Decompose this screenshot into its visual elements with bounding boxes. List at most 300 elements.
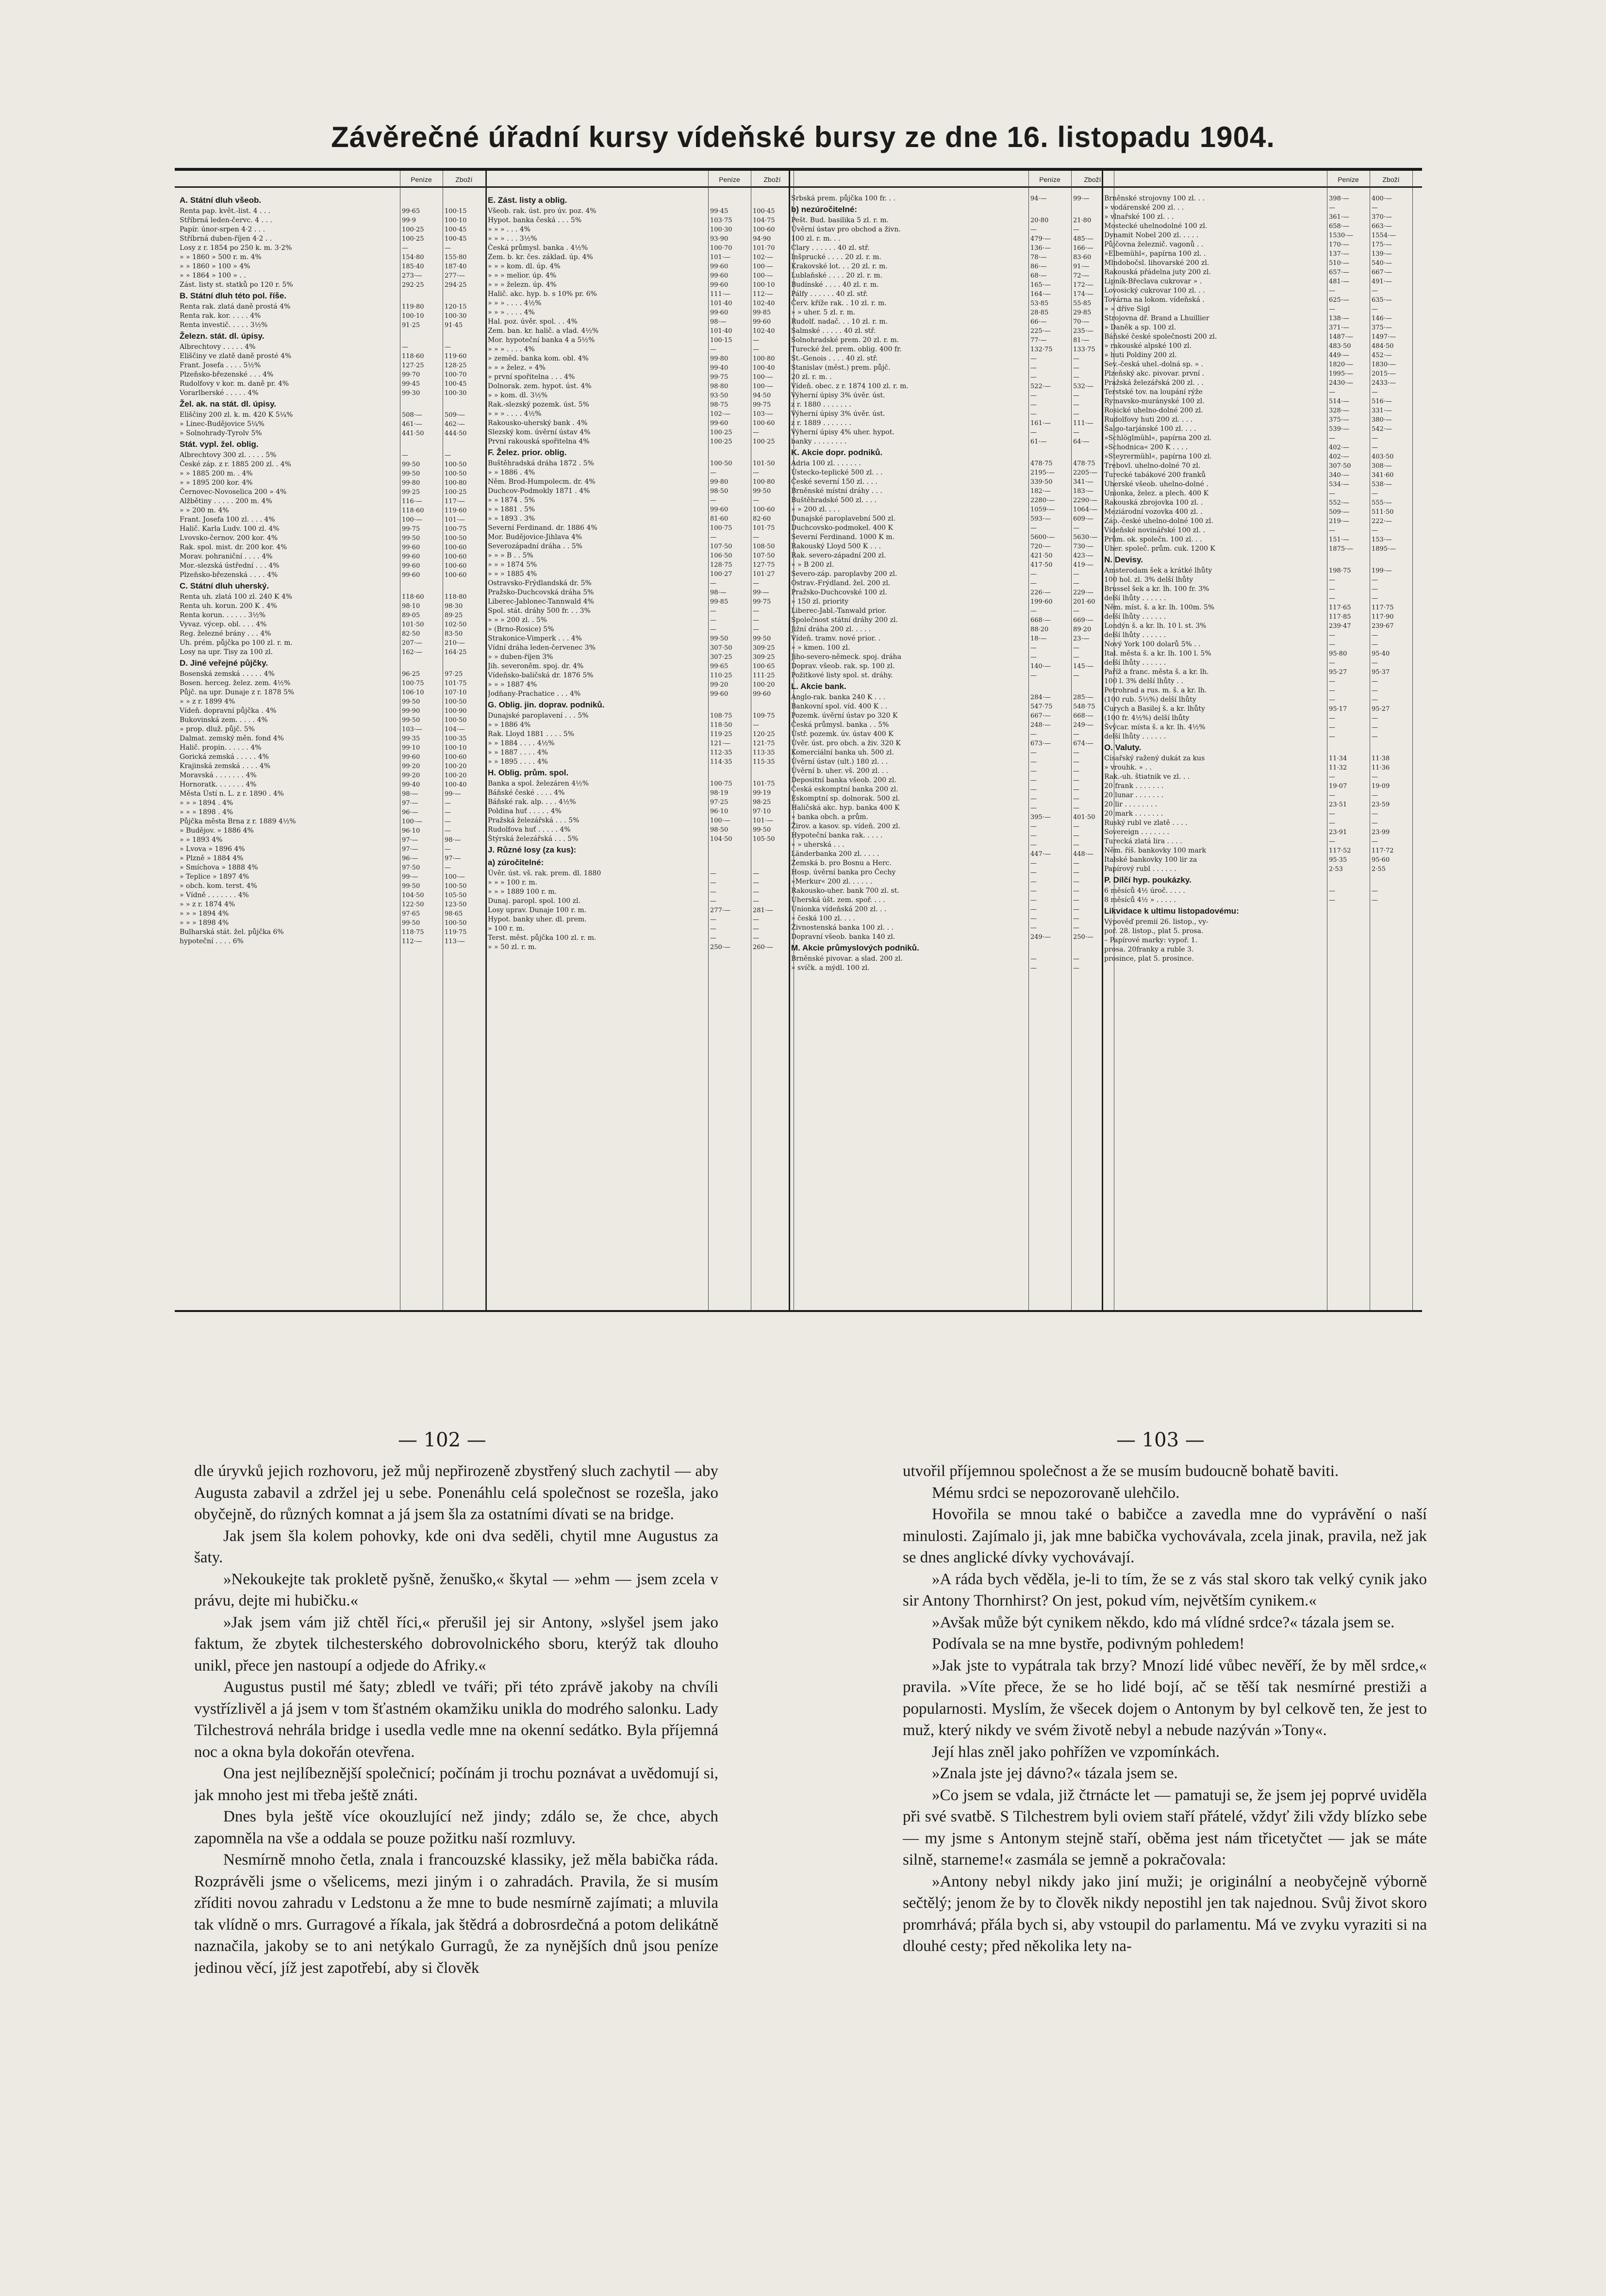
rate-row — [488, 253, 796, 262]
rate-row — [1104, 323, 1415, 332]
rate-label: banky . . . . . . . . — [791, 438, 846, 445]
goods-value: 153·— — [1372, 536, 1392, 543]
goods-value: 669·— — [1073, 617, 1093, 624]
money-value: — — [1030, 897, 1037, 904]
text-paragraph: Podívala se na mne bystře, podivným pohledem! — [932, 1635, 1245, 1653]
goods-value: 674·— — [1073, 740, 1093, 747]
rate-row — [1104, 927, 1415, 936]
rate-label: Strakonice-Vimperk . . . 4% — [488, 635, 582, 642]
rate-label: Půjčka města Brna z r. 1889 4½% — [180, 818, 296, 825]
goods-value: — — [1372, 887, 1378, 895]
goods-value: — — [753, 916, 759, 923]
goods-value: — — [1073, 571, 1079, 578]
goods-value: 100·60 — [445, 754, 467, 761]
rate-label: Ústecko-teplické 500 zl. . . — [791, 469, 883, 476]
rate-label: Slezský kom. úvěrní ústav 4% — [488, 428, 591, 436]
goods-value: 100·50 — [445, 535, 467, 542]
money-value: 449·— — [1329, 352, 1349, 359]
rate-row — [791, 748, 1117, 757]
money-value: — — [1030, 758, 1037, 766]
rate-row — [791, 868, 1117, 877]
rate-label: Inšprucké . . . . 20 zl. r. m. — [791, 253, 881, 261]
rate-label: » Teplice » 1897 4% — [180, 873, 249, 881]
rate-label: delší lhůty . . . . . . — [1104, 659, 1166, 667]
rate-row — [1104, 640, 1415, 649]
rate-row — [791, 487, 1117, 496]
goods-value: 98·25 — [753, 799, 771, 806]
goods-value: 109·75 — [753, 712, 775, 720]
goods-value: 123·50 — [445, 901, 467, 908]
money-value: 447·— — [1030, 851, 1051, 858]
goods-value: 100·45 — [445, 380, 467, 388]
rate-label: Dunajské paroplavení . . . 5% — [488, 712, 589, 720]
rate-label: Morav. pohraniční . . . . 4% — [180, 553, 273, 560]
money-value: 99·10 — [402, 744, 420, 752]
money-value: 99·— — [402, 873, 418, 881]
rate-label: » Daněk a sp. 100 zl. — [1104, 324, 1176, 331]
rates-column — [488, 194, 796, 1305]
goods-value: 101·27 — [753, 571, 775, 578]
money-value: — — [1329, 724, 1335, 731]
text-paragraph: Dnes byla ještě více okouzlující než jindy; zdálo se, že chce, abych zapomněla na vše a oddala se pouze požitku naší rozmluvy. — [194, 1808, 718, 1847]
goods-value: 104·— — [445, 726, 465, 733]
money-value: 395·— — [1030, 814, 1051, 821]
rate-label: » první spořitelna . . . 4% — [488, 373, 575, 381]
money-value: 95·35 — [1329, 856, 1347, 864]
rate-row — [791, 234, 1117, 244]
goods-value: 128·25 — [445, 362, 467, 369]
rate-row — [180, 854, 488, 863]
rate-row — [791, 290, 1117, 299]
text-paragraph: »Jak jste to vypátrala tak brzy? Mnozí lidé vůbec nevěří, že by měl srdce,« pravila. »Víte přece, že se ho lidé bojí, ač se těší tak nesmírné prestiži a popularnosti. Myslím, že všecek dojem o Antonym by byl celkově ten, že jest to muž, který nikdy ve svém životě nebyl a nebude nazýván »Tony«. — [903, 1656, 1427, 1739]
rate-label: » » » melior. úp. 4% — [488, 272, 557, 279]
goods-value: 452·— — [1372, 352, 1392, 359]
goods-value: 107·10 — [445, 689, 467, 696]
goods-value: — — [1372, 641, 1378, 648]
rate-row — [1104, 945, 1415, 954]
money-value: 151·— — [1329, 536, 1349, 543]
money-value: 93·50 — [710, 392, 728, 399]
rate-label: » Lvova » 1896 4% — [180, 845, 245, 853]
goods-value: — — [753, 870, 759, 877]
rate-row — [1104, 791, 1415, 800]
goods-value: 89·25 — [445, 612, 463, 619]
goods-value: 548·75 — [1073, 703, 1095, 710]
money-value: — — [1030, 869, 1037, 876]
rate-label: Hosp. úvěrní banka pro Čechy — [791, 869, 896, 876]
rate-row — [1104, 461, 1415, 471]
money-value: — — [1329, 595, 1335, 602]
money-value: 99·40 — [710, 364, 728, 372]
goods-value: 100·70 — [445, 371, 467, 378]
rate-row — [488, 533, 796, 542]
rate-row — [180, 410, 488, 420]
goods-value: 113·— — [445, 938, 465, 945]
rate-row — [180, 592, 488, 602]
rate-row — [791, 505, 1117, 514]
goods-value: 117·75 — [1372, 604, 1394, 611]
goods-value: 101·75 — [445, 680, 467, 687]
goods-value: — — [1372, 632, 1378, 639]
money-value: — — [1329, 696, 1335, 704]
goods-value: 100·10 — [753, 281, 775, 289]
rate-label: Rakouský Lloyd 500 K . . . — [791, 542, 881, 550]
money-value: 20·80 — [1030, 217, 1049, 224]
rate-label: Rymavsko-murányské 100 zl. — [1104, 397, 1205, 405]
rate-row — [1104, 452, 1415, 461]
rate-label: » » 1893 4% — [180, 836, 223, 844]
goods-value: 100·15 — [445, 208, 467, 215]
rate-row — [1104, 855, 1415, 865]
section-heading: D. Jiné veřejné půjčky. — [180, 658, 268, 668]
goods-value: — — [1372, 724, 1378, 731]
money-value: — — [1329, 678, 1335, 685]
goods-value: 100·50 — [445, 919, 467, 927]
money-value: — — [1329, 897, 1335, 904]
rate-label: Jih. severoněm. spoj. dr. 4% — [488, 662, 584, 670]
rate-row — [488, 906, 796, 915]
rate-row — [791, 327, 1117, 336]
rate-label: prosa. 20franky a ruble 3. — [1104, 946, 1194, 953]
rate-label: Úvěrní ústav pro obchod a živn. — [791, 226, 901, 233]
goods-value: 99·— — [753, 589, 769, 596]
rate-row — [1104, 782, 1415, 791]
rate-row — [791, 954, 1117, 964]
goods-value: 100·20 — [753, 681, 775, 689]
goods-value: 98·30 — [445, 603, 463, 610]
goods-value: 509·— — [445, 411, 465, 419]
money-value: — — [1030, 410, 1037, 418]
money-value: 99·50 — [402, 919, 420, 927]
rate-row — [1104, 828, 1415, 837]
money-value: 154·80 — [402, 254, 424, 261]
rate-row — [180, 753, 488, 762]
rate-label: Mor.-slezská ústřední . . . 4% — [180, 562, 280, 570]
rate-label: Bosenská zemská . . . . . 4% — [180, 670, 275, 678]
rate-row — [488, 869, 796, 878]
rate-label: Rak.-slezský pozemk. úst. 5% — [488, 401, 589, 409]
goods-value: 101·— — [445, 516, 465, 524]
goods-value: 172·— — [1073, 281, 1093, 289]
money-value: 461·— — [402, 421, 422, 428]
section-heading: H. Oblig. prům. spol. — [488, 768, 569, 777]
rate-label: 8 měsíců 4½ » . . . . . — [1104, 896, 1176, 904]
goods-value: — — [1372, 595, 1378, 602]
goods-value: 99·50 — [753, 635, 771, 642]
rate-label: Renta pap. květ.-list. 4 . . . — [180, 207, 271, 215]
rate-row — [180, 706, 488, 716]
money-value: 657·— — [1329, 269, 1349, 276]
rate-label: Štýrská železářská . . . 5% — [488, 835, 579, 843]
money-value: 162·— — [402, 649, 422, 656]
rate-label: hypoteční . . . . 6% — [180, 937, 244, 945]
rate-label: Renta uh. zlatá 100 zl. 240 K 4% — [180, 593, 293, 601]
goods-value: — — [1073, 804, 1079, 812]
money-value: 99·35 — [402, 735, 420, 742]
goods-value: 538·— — [1372, 481, 1392, 488]
money-value: 99·85 — [710, 598, 728, 606]
rate-label: Hornoratk. . . . . . . 4% — [180, 781, 257, 788]
money-value: — — [1030, 644, 1037, 652]
section-heading: Železn. stát. dl. úpisy. — [180, 331, 265, 341]
money-value: 371·— — [1329, 324, 1349, 331]
goods-value: 81·— — [1073, 337, 1090, 344]
goods-value: 2015·— — [1372, 370, 1396, 377]
rate-label: Frant. Josefa . . . . 5½% — [180, 361, 261, 369]
rate-label: Rakouská zbrojovka 100 zl. . — [1104, 499, 1203, 507]
goods-value: — — [1073, 758, 1079, 766]
money-value: 122·50 — [402, 901, 424, 908]
rate-row — [488, 579, 796, 588]
rate-label: Severozápadní dráha . . 5% — [488, 542, 582, 550]
goods-value: 23·— — [1073, 635, 1090, 642]
rate-label: delší lhůty . . . . . . — [1104, 613, 1166, 621]
money-value: — — [1329, 715, 1335, 722]
goods-value: — — [1073, 832, 1079, 839]
rate-row — [1104, 231, 1415, 240]
rate-row — [180, 771, 488, 780]
right-page-text — [903, 1460, 1427, 2280]
money-value: 99·30 — [402, 390, 420, 397]
rate-row — [180, 716, 488, 725]
rate-label: » » » 1885 4% — [488, 570, 537, 578]
rate-label: Uher. společ. prům. cuk. 1200 K — [1104, 545, 1215, 553]
goods-value: 309·25 — [753, 644, 775, 652]
money-value: — — [710, 617, 716, 624]
money-value: 539·— — [1329, 426, 1349, 433]
money-value: — — [710, 626, 716, 633]
rate-row — [1104, 259, 1415, 268]
rate-row — [1104, 277, 1415, 286]
money-value: 103·— — [402, 726, 422, 733]
rate-label: » » 1886 . 4% — [488, 469, 535, 476]
rate-label: Paříž a franc. města š. a kr. lh. — [1104, 668, 1209, 676]
rate-row — [180, 789, 488, 799]
rate-row — [488, 835, 796, 844]
goods-value: 99·75 — [753, 401, 771, 409]
rate-label: Zást. listy st. statků po 120 r. 5% — [180, 281, 293, 289]
rate-row — [180, 629, 488, 639]
rate-row — [488, 354, 796, 363]
goods-value: 100·60 — [753, 506, 775, 513]
goods-value: 341·— — [1073, 478, 1093, 486]
goods-value: 100·— — [753, 374, 773, 381]
rate-label: Společnost státní dráhy 200 zl. — [791, 616, 898, 624]
money-value: 248·— — [1030, 722, 1051, 729]
rate-row — [1104, 203, 1415, 213]
money-value: 99·45 — [710, 208, 728, 215]
goods-value: 239·67 — [1372, 623, 1394, 630]
rate-label: Pražsko-Duchcovská dráha 5% — [488, 589, 594, 596]
rate-label: Půjčovna železnič. vagonů . . — [1104, 241, 1204, 248]
rate-row — [791, 840, 1117, 850]
money-value: 99·60 — [710, 309, 728, 316]
money-value: 93·90 — [710, 235, 728, 243]
money-value: — — [1030, 401, 1037, 409]
money-value: 1995·— — [1329, 370, 1354, 377]
rate-label: Länderbanka 200 zl. . . . . — [791, 850, 879, 858]
money-value: 68·— — [1030, 272, 1047, 279]
rate-row — [791, 373, 1117, 382]
money-value: 18·— — [1030, 635, 1047, 642]
rate-row — [791, 702, 1117, 711]
rate-row — [488, 757, 796, 767]
rate-row — [791, 428, 1117, 437]
rate-row — [791, 896, 1117, 905]
money-value: 119·80 — [402, 303, 424, 311]
rate-row — [180, 488, 488, 497]
money-value: — — [402, 245, 408, 252]
goods-value: 5630·— — [1073, 534, 1098, 541]
rate-row — [488, 280, 796, 290]
rate-row — [180, 552, 488, 561]
rate-row — [488, 597, 796, 607]
rate-row — [1104, 342, 1415, 351]
goods-value: 146·— — [1372, 315, 1392, 322]
money-value: 96·— — [402, 809, 418, 816]
goods-value: — — [1073, 355, 1079, 362]
goods-value: 95·37 — [1372, 669, 1390, 676]
rate-label: Severní Ferdinand. dr. 1886 4% — [488, 524, 597, 532]
money-value: — — [710, 607, 716, 615]
rate-row — [1104, 378, 1415, 388]
rate-row — [1104, 286, 1415, 295]
goods-value: — — [1073, 364, 1079, 372]
rate-row — [488, 336, 796, 345]
goods-value: — — [445, 344, 451, 351]
rate-label: Rak. severo-západní 200 zl. — [791, 552, 886, 559]
rate-label: 100 hol. zl. 3% delší lhůty — [1104, 576, 1193, 584]
rate-row — [488, 410, 796, 419]
goods-value: 100·60 — [753, 226, 775, 233]
rate-row — [1104, 566, 1415, 575]
rate-label: » » » želez. » 4% — [488, 364, 546, 372]
goods-value: — — [1073, 841, 1079, 849]
rate-row — [488, 662, 796, 671]
rate-row — [180, 697, 488, 706]
rate-row — [791, 317, 1117, 327]
rate-row — [180, 780, 488, 789]
rate-row — [488, 943, 796, 952]
rate-label: » » dříve Sigl — [1104, 305, 1150, 313]
goods-value: 1895·— — [1372, 545, 1396, 553]
rate-label: 20 zl. r. m. . — [791, 373, 832, 381]
text-paragraph: Nesmírně mnoho četla, znala i francouzské klassiky, jež měla babička ráda. Rozprávěli jsme o všelicems, mezi jiným i o zahradách. Pravila, že si musím zříditi novou zahradu v Ledstonu a že mne to bude nesmírně zajímati; a mluvila tak vlídně o mrs. Gurragové a říkala, jak štědrá a dobrosrdečná a potom delikátně naznačila, jakoby se to ani netýkalo Gurragů, že za nynějších dnů jsou peníze jedinou věcí, jíž jest zapotřebí, aby si člověk — [194, 1851, 718, 1977]
money-value: 441·50 — [402, 430, 424, 437]
rate-row — [180, 343, 488, 352]
rate-row — [180, 909, 488, 918]
rate-row — [180, 225, 488, 234]
money-value: 28·85 — [1030, 309, 1049, 316]
rate-label: » zeměd. banka kom. obl. 4% — [488, 355, 589, 362]
money-value: — — [1030, 374, 1037, 381]
money-value: 226·— — [1030, 589, 1051, 596]
goods-value: — — [1372, 773, 1378, 781]
text-paragraph: »Co jsem se vdala, již čtrnácte let — pamatuji se, že jsem jej poprvé uviděla při své svatbě. S Tilchestrem byli oviem staří přátelé, vždyť žili vždy blízko sebe — my jsme s Antonym stejně staří, oběma jest nám třicetyčtet — jak se máte silně, starneme!« zasmála se jemně a pokračovala: — [903, 1786, 1427, 1869]
rate-row — [180, 937, 488, 946]
goods-value: — — [1073, 795, 1079, 803]
money-value: 99·60 — [710, 263, 728, 270]
money-value: 307·25 — [710, 654, 732, 661]
rate-label: Spol. stát. dráhy 500 fr. . . 3% — [488, 607, 591, 615]
money-value: 98·19 — [710, 789, 728, 797]
rate-row — [1104, 612, 1415, 622]
money-value: 127·25 — [402, 362, 424, 369]
money-value: 100·10 — [402, 312, 424, 320]
rate-label: Turecké tabákové 200 franků — [1104, 471, 1206, 479]
rate-row — [791, 468, 1117, 477]
rate-row — [791, 813, 1117, 822]
rate-row — [488, 924, 796, 934]
money-value: — — [1030, 965, 1037, 972]
section-heading: K. Akcie dopr. podniků. — [791, 448, 883, 457]
money-value: — — [1030, 823, 1037, 830]
rate-row — [1104, 649, 1415, 658]
goods-value: 294·25 — [445, 281, 467, 289]
rate-row — [488, 721, 796, 730]
rate-label: Ostravsko-Frýdlandská dr. 5% — [488, 579, 592, 587]
rate-label: Hal. poz. úvěr. spol. . . 4% — [488, 318, 578, 326]
rate-label: Pražská železářská . . . 5% — [488, 817, 579, 824]
rate-label: Brněnské pivovar. a slad. 200 zl. — [791, 955, 903, 963]
money-value: — — [1030, 841, 1037, 849]
money-value: 1059·— — [1030, 506, 1055, 513]
money-value: 99·60 — [710, 420, 728, 427]
rate-label: Mor. Budějovice-Jihlava 4% — [488, 533, 582, 541]
goods-value: 380·— — [1372, 416, 1392, 424]
money-value: — — [1030, 364, 1037, 372]
goods-value: — — [753, 888, 759, 896]
rate-label: Losy z r. 1854 po 250 k. m. 3·2% — [180, 244, 292, 252]
money-value: 96·— — [402, 855, 418, 862]
rate-label: 6 měsíců 4½ úroč. . . . . — [1104, 887, 1185, 895]
money-value: 99·50 — [710, 635, 728, 642]
rate-label: »Schlöglmühl«, papírna 200 zl. — [1104, 434, 1212, 442]
section-heading: G. Oblig. jin. doprav. podniků. — [488, 700, 605, 709]
rate-row — [180, 460, 488, 469]
rates-column — [791, 194, 1117, 1305]
rate-row — [791, 280, 1117, 290]
rate-row — [488, 363, 796, 373]
rate-row — [791, 570, 1117, 579]
goods-value: — — [1073, 749, 1079, 756]
header-money: Peníze — [1338, 176, 1359, 183]
money-value: 98·10 — [402, 603, 420, 610]
goods-value: 187·40 — [445, 263, 467, 270]
rate-row — [180, 506, 488, 515]
goods-value: 516·— — [1372, 398, 1392, 405]
money-value: 100·75 — [710, 780, 732, 787]
rate-row — [1104, 622, 1415, 631]
goods-value: — — [1372, 306, 1378, 313]
rate-row — [1104, 314, 1415, 323]
goods-value: 99·— — [1073, 195, 1090, 202]
money-value: — — [1030, 571, 1037, 578]
money-value: — — [1030, 607, 1037, 615]
money-value: 140·— — [1030, 663, 1051, 670]
rate-row — [180, 361, 488, 370]
goods-value: 139·— — [1372, 250, 1392, 258]
rate-label: Města Ústí n. L. z r. 1890 . 4% — [180, 790, 284, 798]
rate-row — [488, 207, 796, 216]
rate-row — [488, 308, 796, 317]
money-value: — — [710, 346, 716, 353]
rate-label: Haličská akc. hyp. banka 400 K — [791, 804, 900, 812]
goods-value: 462·— — [445, 421, 465, 428]
money-value: 111·— — [710, 291, 730, 298]
rate-row — [791, 244, 1117, 253]
rate-label: Brněnské strojovny 100 zl. . . — [1104, 195, 1205, 202]
